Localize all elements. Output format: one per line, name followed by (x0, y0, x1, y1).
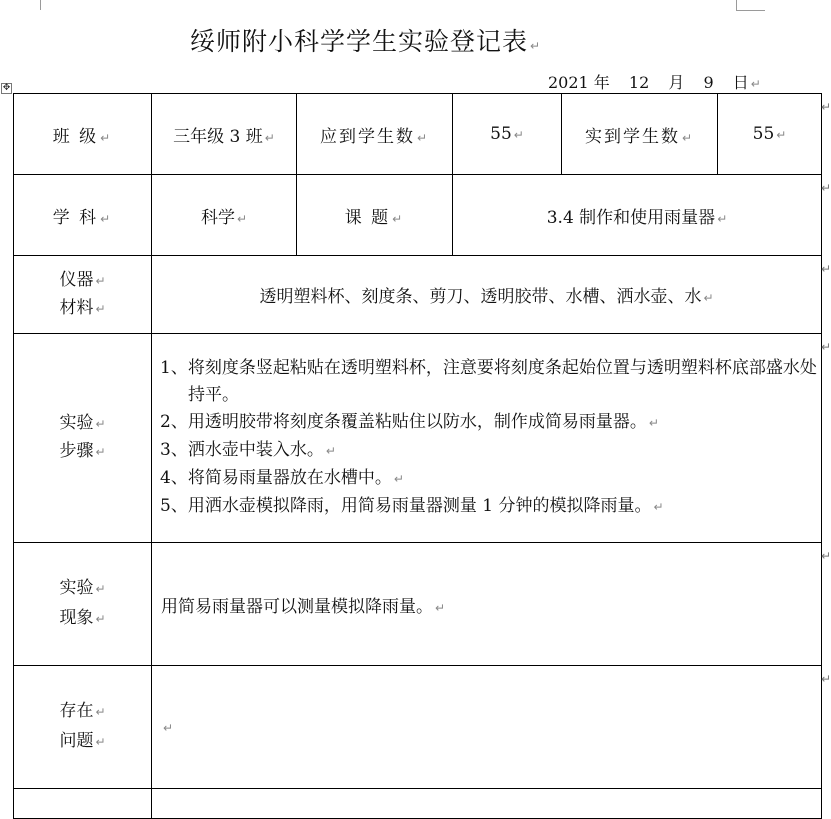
row-subject (14, 175, 822, 256)
class-value-cell[interactable]: 三年级 3 班 ↵ (152, 94, 297, 175)
document-title: 绥师附小科学学生实验登记表 ↵ (190, 27, 542, 56)
steps-content-cell[interactable] (152, 334, 822, 543)
experiment-form-table (13, 93, 822, 819)
row-next (14, 789, 822, 819)
date-month-unit: 月 (668, 73, 685, 92)
page-corner-mark-left (40, 0, 41, 10)
actual-students-label-cell: 实到学生数 ↵ (562, 94, 718, 175)
expected-students-value-cell[interactable]: 55 ↵ (453, 94, 562, 175)
row-class-info (14, 94, 822, 175)
date-day: 9 (703, 73, 714, 92)
step-item: 3、洒水壶中装入水。 ↵ (160, 440, 336, 460)
topic-value-cell[interactable]: 3.4 制作和使用雨量器 ↵ (453, 175, 822, 256)
page-corner-mark-right (736, 0, 765, 11)
materials-value-cell[interactable]: 透明塑料杯、刻度条、剪刀、透明胶带、水槽、洒水壶、水 ↵ (152, 256, 822, 334)
subject-value-cell[interactable]: 科学 ↵ (152, 175, 297, 256)
end-of-row-mark: ↵ (821, 549, 831, 563)
row-phenomenon (14, 543, 822, 666)
date-year: 2021 年 (548, 73, 610, 92)
problems-value-cell[interactable]: ↵ (152, 666, 822, 789)
topic-label-cell: 课 题 ↵ (297, 175, 453, 256)
date-line: 2021 年 12 月 9 日 ↵ (548, 73, 761, 92)
phenomenon-label-cell: 实验 ↵ 现象 ↵ (14, 543, 152, 666)
date-day-unit: 日 (732, 73, 749, 92)
problems-label-cell: 存在 ↵ 问题 ↵ (14, 666, 152, 789)
next-value-cell[interactable] (152, 789, 822, 819)
step-item: 5、用洒水壶模拟降雨，用简易雨量器测量 1 分钟的模拟降雨量。 ↵ (160, 496, 664, 516)
table-move-handle-icon[interactable]: ✥ (2, 83, 11, 93)
phenomenon-value-cell[interactable]: 用简易雨量器可以测量模拟降雨量。 ↵ (152, 543, 822, 666)
subject-label-cell: 学 科 ↵ (14, 175, 152, 256)
steps-label-cell: 实验 ↵ 步骤 ↵ (14, 334, 152, 543)
row-materials (14, 256, 822, 334)
end-of-row-mark: ↵ (821, 672, 831, 686)
end-of-row-mark: ↵ (821, 340, 831, 354)
row-steps (14, 334, 822, 543)
class-label-cell: 班 级 ↵ (14, 94, 152, 175)
end-of-row-mark: ↵ (821, 100, 831, 114)
end-of-row-mark: ↵ (821, 262, 831, 276)
date-month: 12 (628, 73, 650, 92)
next-label-cell (14, 789, 152, 819)
expected-students-label-cell: 应到学生数 ↵ (297, 94, 453, 175)
end-of-row-mark: ↵ (821, 181, 831, 195)
step-item: 1、将刻度条竖起粘贴在透明塑料杯，注意要将刻度条起始位置与透明塑料杯底部盛水处持平。 (160, 358, 817, 405)
materials-label-cell: 仪器 ↵ 材料 ↵ (14, 256, 152, 334)
step-item: 2、用透明胶带将刻度条覆盖粘贴住以防水，制作成简易雨量器。 ↵ (160, 412, 659, 432)
row-problems (14, 666, 822, 789)
actual-students-value-cell[interactable]: 55 ↵ (718, 94, 822, 175)
step-item: 4、将简易雨量器放在水槽中。 ↵ (160, 468, 404, 488)
